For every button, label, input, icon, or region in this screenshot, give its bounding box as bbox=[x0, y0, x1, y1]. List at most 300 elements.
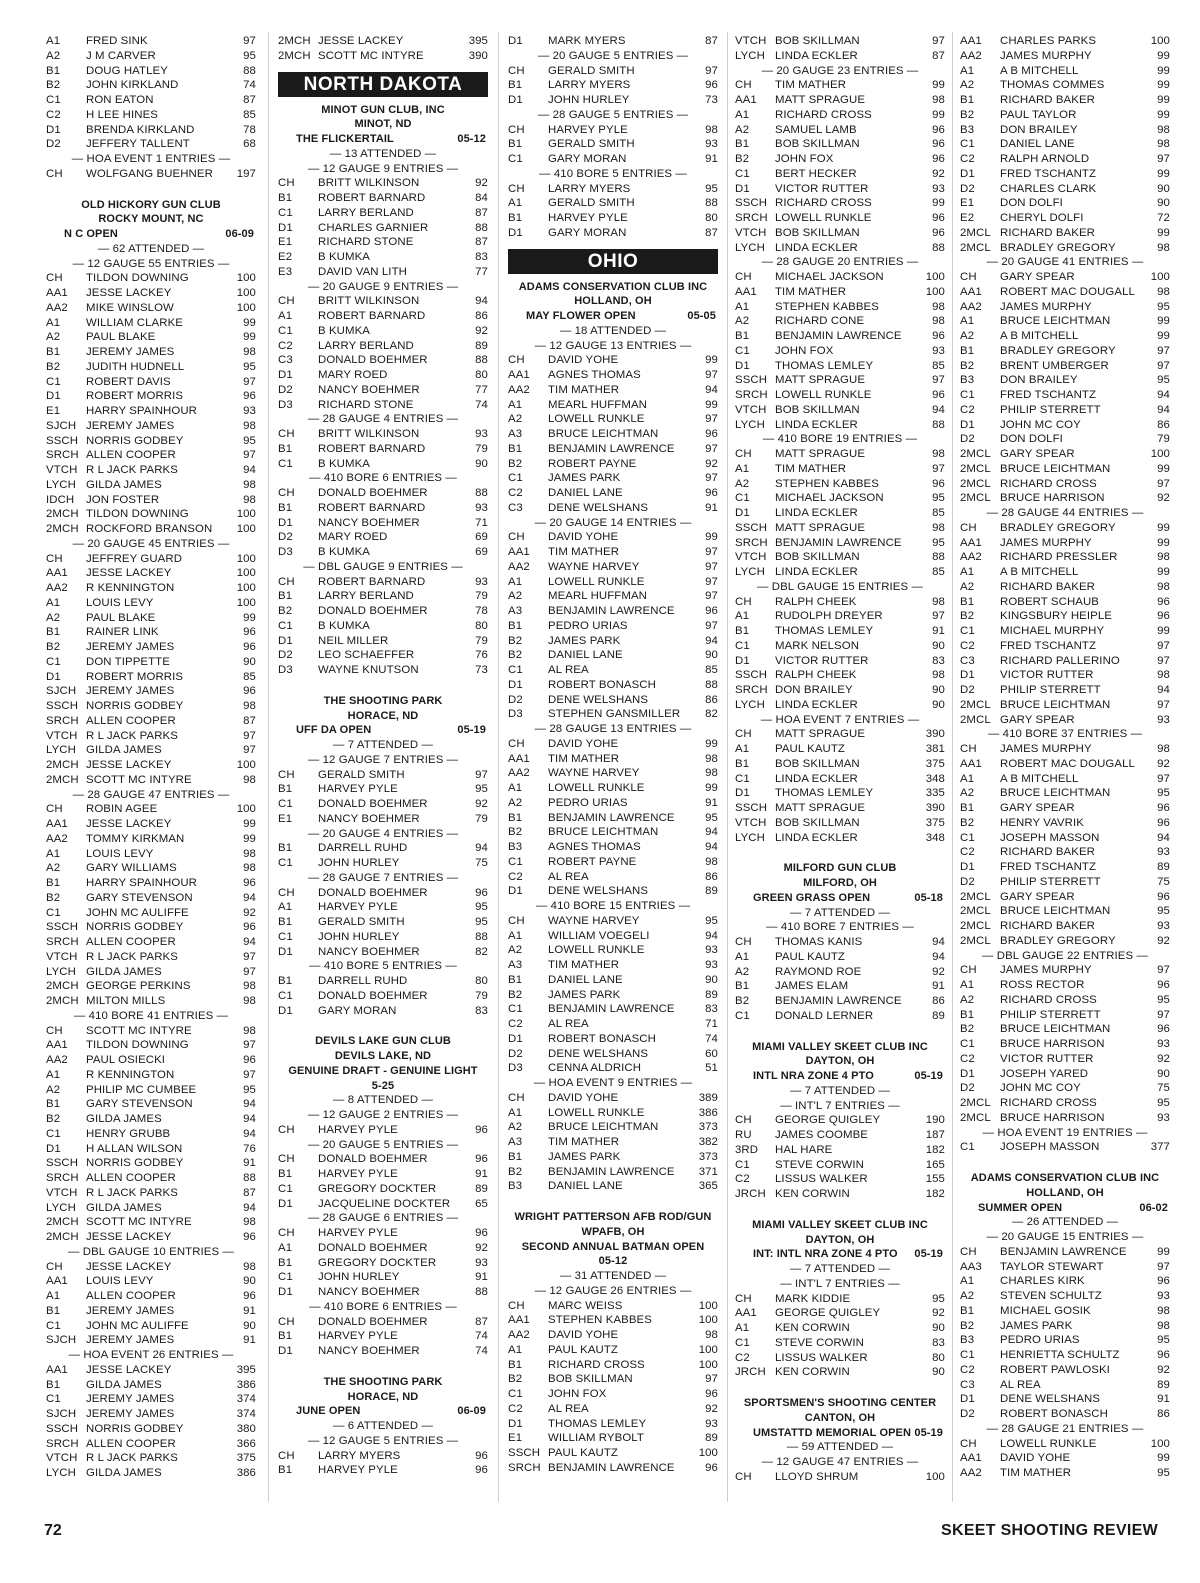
shooter-name: VICTOR RUTTER bbox=[1000, 1052, 1094, 1065]
gauge-header: — INT'L 7 ENTRIES — bbox=[780, 1099, 900, 1112]
shooter-name: FRED SINK bbox=[86, 35, 148, 47]
club-heading: HORACE, ND bbox=[347, 709, 419, 722]
class-code: AA2 bbox=[508, 1329, 530, 1341]
class-code: 2MCH bbox=[46, 980, 79, 993]
result-row bbox=[508, 648, 718, 663]
shooter-name: TIM MATHER bbox=[548, 959, 620, 971]
class-code: E1 bbox=[278, 236, 293, 249]
result-row bbox=[46, 507, 256, 522]
class-code: B1 bbox=[278, 1464, 293, 1477]
score: 99 bbox=[243, 818, 256, 830]
gauge-header: — 12 GAUGE 5 ENTRIES — bbox=[307, 1434, 459, 1447]
class-code: C1 bbox=[735, 167, 750, 180]
class-code: SSCH bbox=[46, 1157, 79, 1170]
shooter-name: JACQUELINE DOCKTER bbox=[318, 1197, 451, 1210]
class-code: A2 bbox=[960, 330, 975, 342]
score: 90 bbox=[932, 1322, 945, 1334]
shooter-name: JEREMY JAMES bbox=[86, 1393, 175, 1406]
result-row bbox=[278, 545, 488, 560]
shooter-name: DANIEL LANE bbox=[548, 973, 623, 986]
class-code: VTCH bbox=[46, 464, 78, 476]
score: 92 bbox=[705, 1402, 718, 1415]
shooter-name: RALPH CHEEK bbox=[775, 669, 857, 682]
club-heading: MILFORD, OH bbox=[803, 877, 877, 889]
class-code: D1 bbox=[278, 1197, 293, 1210]
class-code: D2 bbox=[960, 182, 975, 195]
score: 100 bbox=[698, 1314, 718, 1327]
class-code: LYCH bbox=[735, 698, 765, 711]
shooter-name: GERALD SMITH bbox=[318, 916, 405, 928]
class-code: B2 bbox=[735, 995, 750, 1007]
class-code: C3 bbox=[960, 1378, 975, 1391]
result-row bbox=[508, 914, 718, 929]
gauge-header: — 28 GAUGE 20 ENTRIES — bbox=[761, 256, 919, 269]
shooter-name: ROBERT BARNARD bbox=[318, 310, 426, 322]
event-heading bbox=[46, 227, 256, 242]
result-row bbox=[508, 545, 718, 560]
class-code: A1 bbox=[508, 929, 523, 942]
score: 94 bbox=[932, 950, 945, 963]
shooter-name: BOB SKILLMAN bbox=[775, 816, 860, 829]
score: 79 bbox=[475, 442, 488, 455]
class-code: C3 bbox=[278, 354, 293, 367]
shooter-name: AL REA bbox=[548, 1018, 589, 1030]
result-row bbox=[46, 847, 256, 862]
shooter-name: SCOTT MC INTYRE bbox=[86, 1024, 192, 1037]
class-code: D2 bbox=[960, 684, 975, 696]
club-heading: MINOT GUN CLUB, INC bbox=[321, 103, 445, 116]
result-row bbox=[960, 300, 1170, 315]
shooter-name: JAMES PARK bbox=[548, 988, 621, 1001]
score: 97 bbox=[1157, 654, 1170, 667]
result-row bbox=[960, 1378, 1170, 1393]
result-row bbox=[508, 1417, 718, 1432]
result-row bbox=[278, 1123, 488, 1138]
score: 96 bbox=[932, 226, 945, 239]
score: 95 bbox=[705, 914, 718, 927]
shooter-name: JOHN FOX bbox=[548, 1388, 607, 1400]
score: 98 bbox=[243, 700, 256, 712]
result-row bbox=[46, 876, 256, 891]
shooter-name: BRADLEY GREGORY bbox=[1000, 521, 1116, 534]
result-row bbox=[960, 521, 1170, 536]
class-code: A2 bbox=[46, 1083, 61, 1096]
class-code: B3 bbox=[508, 841, 523, 853]
class-code: B2 bbox=[508, 649, 523, 662]
shooter-name: MICHAEL MURPHY bbox=[1000, 625, 1105, 637]
result-row bbox=[508, 1150, 718, 1165]
score: 99 bbox=[932, 108, 945, 121]
class-code: A1 bbox=[735, 950, 750, 963]
score: 182 bbox=[925, 1188, 945, 1200]
shooter-name: MILTON MILLS bbox=[86, 995, 166, 1007]
class-code: D2 bbox=[46, 138, 61, 151]
class-code: B1 bbox=[508, 442, 523, 455]
result-row bbox=[46, 1260, 256, 1275]
class-code: D1 bbox=[508, 1417, 523, 1430]
class-code: AA1 bbox=[46, 1275, 68, 1288]
class-code: AA1 bbox=[735, 94, 757, 106]
result-row bbox=[735, 300, 945, 315]
class-code: D1 bbox=[46, 123, 61, 136]
result-row bbox=[278, 1197, 488, 1212]
shooter-name: JESSE LACKEY bbox=[86, 567, 172, 580]
shooter-name: MARK MYERS bbox=[548, 35, 626, 47]
score: 78 bbox=[243, 123, 256, 136]
result-row bbox=[278, 1152, 488, 1167]
shooter-name: LINDA ECKLER bbox=[775, 698, 858, 711]
shooter-name: GARY SPEAR bbox=[1000, 713, 1075, 726]
class-code: B1 bbox=[46, 346, 61, 358]
result-row bbox=[508, 958, 718, 973]
class-code: C1 bbox=[508, 1003, 523, 1016]
class-code: E3 bbox=[278, 265, 293, 278]
score: 99 bbox=[1157, 49, 1170, 62]
class-code: C2 bbox=[508, 487, 523, 499]
score: 89 bbox=[705, 885, 718, 898]
class-code: A2 bbox=[508, 796, 523, 809]
score: 86 bbox=[705, 693, 718, 706]
result-row bbox=[46, 167, 256, 182]
score: 96 bbox=[243, 1290, 256, 1302]
result-row bbox=[46, 478, 256, 493]
result-row bbox=[278, 782, 488, 797]
score: 96 bbox=[932, 330, 945, 342]
shooter-name: LOWELL RUNKLE bbox=[548, 413, 645, 426]
class-code: D2 bbox=[508, 693, 523, 706]
shooter-name: JAMES PARK bbox=[548, 472, 621, 485]
class-code: C1 bbox=[735, 1009, 750, 1022]
shooter-name: BRUCE LEICHTMAN bbox=[548, 428, 659, 440]
result-row bbox=[735, 772, 945, 787]
result-row bbox=[278, 989, 488, 1004]
shooter-name: WILLIAM VOEGELI bbox=[548, 929, 650, 942]
score: 94 bbox=[932, 403, 945, 416]
shooter-name: TIM MATHER bbox=[548, 383, 620, 396]
shooter-name: MEARL HUFFMAN bbox=[548, 398, 647, 411]
class-code: B1 bbox=[278, 590, 293, 603]
score: 386 bbox=[236, 1378, 256, 1391]
shooter-name: PHILIP STERRETT bbox=[1000, 684, 1101, 696]
result-row bbox=[508, 1299, 718, 1314]
class-code: CH bbox=[278, 575, 295, 588]
score: 99 bbox=[705, 737, 718, 750]
score: 98 bbox=[932, 521, 945, 534]
shooter-name: NANCY BOEHMER bbox=[318, 516, 420, 529]
club-heading: MINOT, ND bbox=[354, 118, 412, 131]
score: 93 bbox=[932, 344, 945, 357]
score: 97 bbox=[1157, 964, 1170, 977]
score: 366 bbox=[236, 1437, 256, 1450]
shooter-name: JESSE LACKEY bbox=[86, 1231, 172, 1243]
event-date: 05-19 bbox=[914, 1248, 943, 1261]
score: 73 bbox=[705, 94, 718, 106]
result-row bbox=[960, 447, 1170, 462]
gauge-header: — 20 GAUGE 9 ENTRIES — bbox=[307, 280, 459, 293]
score: 92 bbox=[475, 324, 488, 337]
class-code: B1 bbox=[960, 1008, 975, 1021]
class-code: B2 bbox=[46, 1113, 61, 1125]
score: 96 bbox=[1157, 1349, 1170, 1361]
result-row bbox=[960, 241, 1170, 256]
result-row bbox=[960, 314, 1170, 329]
result-row bbox=[46, 596, 256, 611]
result-row bbox=[508, 973, 718, 988]
class-code: D1 bbox=[735, 359, 750, 372]
result-row bbox=[735, 935, 945, 950]
shooter-name: LOWELL RUNKLE bbox=[1000, 1437, 1097, 1450]
score: 98 bbox=[243, 346, 256, 358]
result-row bbox=[508, 64, 718, 79]
result-row bbox=[46, 493, 256, 508]
shooter-name: HARVEY PYLE bbox=[318, 1464, 398, 1477]
result-row bbox=[735, 1143, 945, 1158]
class-code: E1 bbox=[508, 1432, 523, 1445]
class-code: C1 bbox=[508, 664, 523, 676]
score: 94 bbox=[705, 383, 718, 396]
result-row bbox=[508, 1002, 718, 1017]
class-code: A2 bbox=[508, 1121, 523, 1134]
score: 79 bbox=[475, 634, 488, 647]
shooter-name: SCOTT MC INTYRE bbox=[318, 49, 424, 62]
class-code: CH bbox=[735, 1292, 752, 1305]
class-code: C1 bbox=[46, 1393, 61, 1406]
event-name: INT: INTL NRA ZONE 4 PTO bbox=[753, 1248, 898, 1261]
class-code: AA1 bbox=[735, 1307, 757, 1320]
score: 95 bbox=[243, 434, 256, 447]
shooter-name: LOWELL RUNKLE bbox=[775, 389, 872, 401]
score: 95 bbox=[243, 360, 256, 373]
column-divider bbox=[727, 32, 728, 1502]
score: 95 bbox=[475, 916, 488, 928]
result-row bbox=[735, 373, 945, 388]
result-row bbox=[735, 418, 945, 433]
score: 80 bbox=[475, 369, 488, 381]
class-code: 2MCH bbox=[46, 1216, 79, 1229]
result-row bbox=[735, 595, 945, 610]
score: 96 bbox=[243, 626, 256, 639]
score: 83 bbox=[705, 1003, 718, 1016]
result-row bbox=[735, 816, 945, 831]
class-code: 2MCL bbox=[960, 462, 991, 475]
score: 100 bbox=[925, 285, 945, 298]
score: 96 bbox=[1157, 1023, 1170, 1036]
score: 96 bbox=[475, 1464, 488, 1477]
result-row bbox=[960, 1052, 1170, 1067]
result-row bbox=[46, 1068, 256, 1083]
class-code: CH bbox=[278, 295, 295, 308]
result-row bbox=[960, 359, 1170, 374]
result-row bbox=[960, 875, 1170, 890]
event-name: N C OPEN bbox=[64, 228, 118, 240]
result-row bbox=[278, 221, 488, 236]
shooter-name: RON EATON bbox=[86, 94, 154, 106]
class-code: A2 bbox=[735, 965, 750, 978]
shooter-name: STEPHEN KABBES bbox=[775, 477, 879, 490]
club-heading: OLD HICKORY GUN CLUB bbox=[81, 198, 221, 211]
class-code: B1 bbox=[278, 1256, 293, 1269]
score: 95 bbox=[1157, 1334, 1170, 1347]
score: 97 bbox=[705, 369, 718, 381]
result-row bbox=[508, 1387, 718, 1402]
state-banner: NORTH DAKOTA bbox=[278, 72, 488, 97]
score: 69 bbox=[475, 546, 488, 558]
shooter-name: GARY SPEAR bbox=[1000, 271, 1075, 283]
shooter-name: THOMAS LEMLEY bbox=[548, 1417, 647, 1430]
shooter-name: LINDA ECKLER bbox=[775, 566, 858, 578]
score: 100 bbox=[698, 1343, 718, 1356]
club-heading: 5-25 bbox=[371, 1079, 395, 1092]
result-row bbox=[278, 886, 488, 901]
class-code: B1 bbox=[278, 1168, 293, 1180]
result-row bbox=[960, 491, 1170, 506]
score: 96 bbox=[475, 1123, 488, 1136]
shooter-name: BRADLEY GREGORY bbox=[1000, 934, 1116, 947]
shooter-name: BENJAMIN LAWRENCE bbox=[775, 995, 902, 1007]
result-row bbox=[278, 176, 488, 191]
shooter-name: JAMES MURPHY bbox=[1000, 300, 1092, 313]
shooter-name: THOMAS KANIS bbox=[775, 936, 863, 948]
score: 94 bbox=[243, 1127, 256, 1140]
shooter-name: GARY STEVENSON bbox=[86, 891, 193, 904]
shooter-name: DONALD BOEHMER bbox=[318, 605, 428, 617]
class-code: LYCH bbox=[735, 566, 765, 578]
gauge-header: — HOA EVENT 7 ENTRIES — bbox=[760, 713, 920, 726]
result-row bbox=[960, 108, 1170, 123]
result-row bbox=[278, 530, 488, 545]
score: 98 bbox=[705, 1329, 718, 1341]
class-code: CH bbox=[278, 1449, 295, 1462]
result-row bbox=[508, 634, 718, 649]
result-row bbox=[46, 1333, 256, 1348]
result-row bbox=[960, 167, 1170, 182]
score: 74 bbox=[475, 398, 488, 411]
result-row bbox=[278, 841, 488, 856]
shooter-name: JOHN HURLEY bbox=[318, 857, 400, 869]
class-code: C1 bbox=[735, 344, 750, 357]
result-row bbox=[735, 167, 945, 182]
result-row bbox=[508, 1179, 718, 1194]
shooter-name: TILDON DOWNING bbox=[86, 1039, 189, 1052]
score: 97 bbox=[243, 1068, 256, 1081]
result-row bbox=[960, 388, 1170, 403]
score: 85 bbox=[932, 359, 945, 372]
class-code: A3 bbox=[508, 605, 523, 617]
class-code: CH bbox=[278, 886, 295, 899]
class-code: C1 bbox=[46, 655, 61, 668]
result-row bbox=[960, 1319, 1170, 1334]
score: 197 bbox=[236, 167, 256, 180]
score: 100 bbox=[1150, 448, 1170, 460]
score: 97 bbox=[1157, 772, 1170, 785]
result-row bbox=[46, 581, 256, 596]
shooter-name: LOUIS LEVY bbox=[86, 1275, 154, 1288]
result-row bbox=[46, 1097, 256, 1112]
class-code: A1 bbox=[46, 1290, 61, 1302]
score: 99 bbox=[1157, 536, 1170, 549]
result-row bbox=[960, 1008, 1170, 1023]
result-row bbox=[508, 442, 718, 457]
result-row bbox=[960, 1096, 1170, 1111]
shooter-name: BRUCE LEICHTMAN bbox=[1000, 315, 1111, 328]
score: 96 bbox=[475, 886, 488, 899]
shooter-name: DONALD BOEHMER bbox=[318, 1315, 428, 1328]
shooter-name: DONALD BOEHMER bbox=[318, 1153, 428, 1166]
result-row bbox=[278, 368, 488, 383]
class-code: D1 bbox=[46, 1142, 61, 1155]
result-row bbox=[46, 137, 256, 152]
score: 97 bbox=[243, 729, 256, 742]
class-code: A1 bbox=[46, 847, 61, 860]
class-code: B1 bbox=[735, 980, 750, 993]
score: 93 bbox=[705, 944, 718, 957]
class-code: C1 bbox=[278, 457, 293, 470]
score: 93 bbox=[1157, 1290, 1170, 1302]
event-date: 05-18 bbox=[914, 891, 943, 904]
class-code: 2MCL bbox=[960, 920, 991, 932]
class-code: SSCH bbox=[735, 521, 768, 534]
result-row bbox=[508, 398, 718, 413]
shooter-name: BOB SKILLMAN bbox=[775, 551, 860, 564]
shooter-name: TIM MATHER bbox=[548, 546, 620, 558]
score: 91 bbox=[475, 1271, 488, 1284]
class-code: CH bbox=[46, 803, 63, 816]
score: 86 bbox=[932, 995, 945, 1007]
score: 92 bbox=[932, 1307, 945, 1320]
shooter-name: PAUL BLAKE bbox=[86, 611, 156, 624]
class-code: D1 bbox=[46, 390, 61, 403]
result-row bbox=[46, 1451, 256, 1466]
class-code: D1 bbox=[960, 861, 975, 873]
result-row bbox=[278, 900, 488, 915]
score: 99 bbox=[705, 398, 718, 411]
shooter-name: BRITT WILKINSON bbox=[318, 428, 420, 440]
class-code: A2 bbox=[508, 944, 523, 957]
score: 95 bbox=[1157, 905, 1170, 918]
result-row bbox=[960, 329, 1170, 344]
result-row bbox=[46, 301, 256, 316]
shooter-name: DENE WELSHANS bbox=[1000, 1393, 1101, 1406]
score: 90 bbox=[932, 684, 945, 696]
class-code: VTCH bbox=[735, 403, 767, 416]
score: 87 bbox=[475, 206, 488, 219]
result-row bbox=[735, 609, 945, 624]
shooter-name: BRADLEY GREGORY bbox=[1000, 241, 1116, 254]
result-row bbox=[508, 1106, 718, 1121]
score: 96 bbox=[932, 389, 945, 401]
shooter-name: R L JACK PARKS bbox=[86, 1186, 178, 1199]
shooter-name: LOWELL RUNKLE bbox=[775, 212, 872, 224]
shooter-name: B KUMKA bbox=[318, 619, 370, 632]
score: 94 bbox=[705, 634, 718, 647]
score: 92 bbox=[1157, 1363, 1170, 1376]
score: 95 bbox=[1157, 1097, 1170, 1109]
club-heading: DAYTON, OH bbox=[805, 1233, 875, 1246]
class-code: B1 bbox=[278, 916, 293, 928]
shooter-name: CHARLES KIRK bbox=[1000, 1275, 1085, 1288]
event-heading bbox=[278, 1404, 488, 1419]
class-code: A1 bbox=[46, 35, 61, 47]
result-row bbox=[46, 566, 256, 581]
class-code: C1 bbox=[278, 930, 293, 943]
score: 93 bbox=[1157, 713, 1170, 726]
class-code: B2 bbox=[508, 457, 523, 470]
class-code: B1 bbox=[46, 64, 61, 77]
class-code: E1 bbox=[278, 812, 293, 825]
shooter-name: DANIEL LANE bbox=[548, 487, 623, 499]
shooter-name: LOWELL RUNKLE bbox=[548, 1106, 645, 1119]
shooter-name: FRED TSCHANTZ bbox=[1000, 861, 1097, 873]
